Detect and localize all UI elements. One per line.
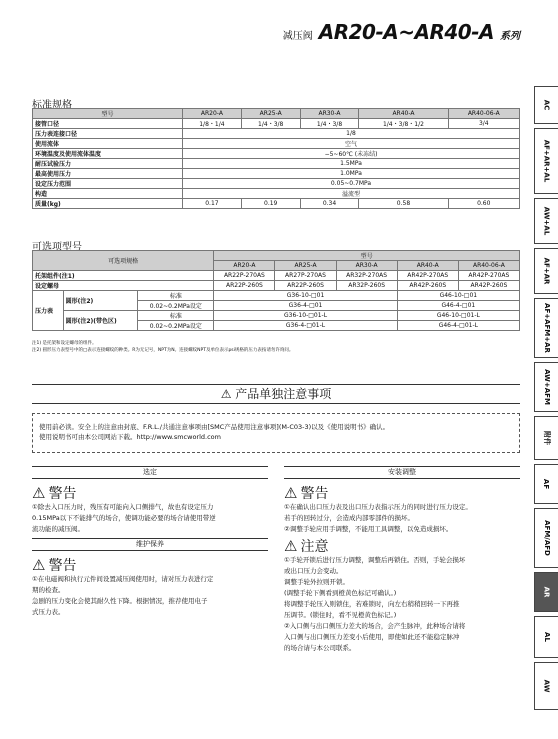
- side-tab-label: AF: [542, 478, 551, 490]
- std-row-label: 使用流体: [33, 139, 183, 149]
- sq-a2: G36-4-□01-L: [214, 321, 397, 331]
- std-model-header: AR40-06-A: [448, 109, 519, 119]
- range-label: 0.02~0.2MPa设定: [138, 301, 214, 311]
- std-row-label: 接管口径: [33, 119, 183, 129]
- selection-para: [32, 502, 268, 535]
- selection-head: 选定: [32, 466, 268, 479]
- side-tab[interactable]: [534, 616, 558, 658]
- nut-cell: AR22P-260S: [275, 281, 336, 291]
- side-tab[interactable]: [534, 362, 558, 412]
- std-label: 标准: [138, 311, 214, 321]
- std-model-header: AR40-A: [359, 109, 448, 119]
- std-row-label: 环境温度及使用流体温度: [33, 149, 183, 159]
- std-cell: 1/4・3/8: [300, 119, 359, 129]
- opt-model: AR40-06-A: [458, 261, 519, 271]
- opt-model: AR25-A: [275, 261, 336, 271]
- nut-cell: AR22P-260S: [214, 281, 275, 291]
- para-line: ①除去入口压力时，残压有可能向入口侧排气，故也有设定压力: [32, 503, 214, 511]
- warning-text: 警告: [48, 486, 77, 502]
- nut-label: 设定螺母: [33, 281, 214, 291]
- nut-cell: AR32P-260S: [336, 281, 397, 291]
- para-line: ①手轮开锁后进行压力调整，调整后再锁住。否则，手轮会损坏: [284, 556, 466, 564]
- side-tab[interactable]: [534, 508, 558, 568]
- std-cell: 1/8: [183, 129, 520, 139]
- opt-corner: 可选项规格: [33, 251, 214, 271]
- para-line: 入口侧与出口侧压力差变小后使用，即使如此还不能稳定脉冲: [284, 633, 460, 641]
- warning-triangle-icon: ⚠: [284, 537, 298, 555]
- para-line: 将调整手轮压入则锁住，若难锁时，向左右稍稍回转一下再推: [284, 600, 460, 608]
- caution-url: 使用说明书可由本公司网站下载。http://www.smcworld.com: [39, 433, 221, 441]
- bracket-cell: AR42P-270AS: [397, 271, 458, 281]
- header-series: 系列: [500, 31, 520, 42]
- std-row-label: 最高使用压力: [33, 169, 183, 179]
- side-tab-label: AW: [542, 679, 551, 693]
- gauge-label: 压力表: [33, 291, 64, 331]
- std-cell: 0.34: [300, 199, 359, 209]
- opt-model-label: 型号: [214, 251, 520, 261]
- nut-cell: AR42P-260S: [458, 281, 519, 291]
- maintenance-para: [32, 574, 268, 618]
- std-cell: 1.5MPa: [183, 159, 520, 169]
- para-line: 调整手轮外拉则开锁。: [284, 578, 349, 586]
- para-line: ①在电磁阀和执行元件间设置减压阀使用时，请对压力表进行定: [32, 575, 214, 583]
- side-tab[interactable]: [534, 416, 558, 460]
- std-cell: −5~60℃ (未冻结): [183, 149, 520, 159]
- std-model-header: AR30-A: [300, 109, 359, 119]
- para-line: 0.15MPa以下不能排气的场合，使调功能必要的场合请使用带逆: [32, 514, 216, 522]
- nut-cell: AR42P-260S: [397, 281, 458, 291]
- warning-heading: [32, 555, 76, 575]
- warning-triangle-icon: ⚠: [32, 484, 46, 502]
- side-tab[interactable]: [534, 198, 558, 244]
- std-model-header: AR25-A: [241, 109, 300, 119]
- round-label: 圆形(注2): [63, 291, 138, 311]
- std-cell: 3/4: [448, 119, 519, 129]
- para-line: 若手的回转过分，会造成内部零部件的损坏。: [284, 514, 414, 522]
- warning-triangle-icon: ⚠: [32, 556, 46, 574]
- side-tab[interactable]: [534, 464, 558, 504]
- warning-heading: [32, 483, 76, 503]
- round-b1: G46-10-□01: [397, 291, 519, 301]
- warning-text: 警告: [300, 486, 329, 502]
- footnote: 注1) 是托架和设定螺母的组件。: [32, 341, 97, 346]
- para-line: 流功能的减压阀。: [32, 525, 84, 533]
- note-text: 注意: [300, 539, 329, 555]
- install-para: [284, 502, 520, 535]
- std-row-label: 质量(kg): [33, 199, 183, 209]
- bracket-cell: AR22P-270AS: [214, 271, 275, 281]
- side-tab[interactable]: [534, 86, 558, 124]
- note-heading: [284, 536, 328, 556]
- sq-b2: G46-4-□01-L: [397, 321, 519, 331]
- maintenance-head: 维护保养: [32, 538, 268, 551]
- round-a1: G36-10-□01: [214, 291, 397, 301]
- caution-box: [32, 413, 520, 453]
- para-line: 急剧的压力变化会使其耐久性下降。根据情况，推荐使用电子: [32, 597, 208, 605]
- install-head: 安装调整: [284, 466, 520, 479]
- side-tab-label: AL: [542, 632, 551, 642]
- warning-heading: [284, 483, 328, 503]
- round-b2: G46-4-□01: [397, 301, 519, 311]
- std-row-label: 构造: [33, 189, 183, 199]
- side-tab-label: 附件: [542, 431, 551, 445]
- header-model: AR20-A~AR40-A: [318, 20, 494, 44]
- para-line: ①在确认出口压力表及出口压力表指示压力的同时进行压力设定。: [284, 503, 472, 511]
- para-line: 的场合请与本公司联系。: [284, 644, 356, 652]
- std-spec-title: 标准规格: [32, 100, 72, 111]
- para-line: (调整手轮下侧看到橙黄色标记可确认。): [284, 589, 397, 597]
- opt-model: AR20-A: [214, 261, 275, 271]
- opt-spec-table: [32, 250, 520, 331]
- side-tab[interactable]: [534, 298, 558, 358]
- std-label: 标准: [138, 291, 214, 301]
- para-line: 式压力表。: [32, 608, 65, 616]
- page-header: [283, 20, 520, 44]
- para-line: ②入口侧与出口侧压力差大的场合，会产生脉冲，此种场合请将: [284, 622, 466, 630]
- sq-b1: G46-10-□01-L: [397, 311, 519, 321]
- warning-text: 警告: [48, 558, 77, 574]
- para-line: 期的检查。: [32, 586, 65, 594]
- warning-triangle-icon: ⚠: [284, 484, 298, 502]
- range-label: 0.02~0.2MPa设定: [138, 321, 214, 331]
- bracket-label: 托架组件(注1): [33, 271, 214, 281]
- footnotes: [32, 340, 293, 354]
- sq-a1: G36-10-□01-L: [214, 311, 397, 321]
- side-tab-label: AW+AFM: [542, 369, 551, 405]
- std-row-label: 压力表连接口径: [33, 129, 183, 139]
- std-spec-table: [32, 108, 520, 209]
- side-tab-label: AF+AFM+AR: [542, 303, 551, 353]
- std-model-header: AR20-A: [183, 109, 242, 119]
- std-cell: 空气: [183, 139, 520, 149]
- para-line: 压调节。(锁住时，看不见橙黄色标记。): [284, 611, 397, 619]
- side-tab[interactable]: [534, 248, 558, 294]
- caution-title-text: 产品单独注意事项: [235, 387, 332, 401]
- std-cell: 0.60: [448, 199, 519, 209]
- side-tab-label: AF+AR+AL: [542, 139, 551, 183]
- bracket-cell: AR42P-270AS: [458, 271, 519, 281]
- std-row-label: 耐压试验压力: [33, 159, 183, 169]
- round-a2: G36-4-□01: [214, 301, 397, 311]
- footnote: 注2) 圆形压力表型号中的□表示连接螺纹的种类。R为无记号，NPT为N。连接螺纹NPT及单位表示psi规格的压力表按请勿许询问。: [32, 348, 294, 353]
- std-cell: 溢流型: [183, 189, 520, 199]
- caution-body: 使用前必读。安全上的注意由封底、F.R.L./共通注意事项由[SMC产品使用注意事项](M-C03-3)以及《使用说明书》确认。: [39, 423, 390, 431]
- opt-model: AR40-A: [397, 261, 458, 271]
- opt-model: AR30-A: [336, 261, 397, 271]
- std-corner: 型号: [33, 109, 183, 119]
- std-cell: 1.0MPa: [183, 169, 520, 179]
- adjust-para: [284, 555, 520, 654]
- std-cell: 1/4・3/8・1/2: [359, 119, 448, 129]
- side-tab-label: AF+AR: [542, 257, 551, 285]
- para-line: ②调整手轮应用手调整，不能用工具调整，以免造成损坏。: [284, 525, 453, 533]
- square-label: 圆形(注2)(带色区): [63, 311, 138, 331]
- std-cell: 0.19: [241, 199, 300, 209]
- bracket-cell: AR32P-270AS: [336, 271, 397, 281]
- bracket-cell: AR27P-270AS: [275, 271, 336, 281]
- side-tab[interactable]: [534, 572, 558, 612]
- side-tab-label: AW+AL: [542, 206, 551, 236]
- para-line: 或出口压力会变动。: [284, 567, 343, 575]
- warning-triangle-icon: ⚠: [220, 387, 232, 401]
- side-tab-label: AFM/AFD: [542, 520, 551, 556]
- side-tab[interactable]: [534, 128, 558, 194]
- side-tab[interactable]: [534, 662, 558, 710]
- std-cell: 1/4・3/8: [241, 119, 300, 129]
- std-cell: 0.58: [359, 199, 448, 209]
- std-cell: 1/8・1/4: [183, 119, 242, 129]
- opt-spec-title: 可选项型号: [32, 242, 82, 253]
- side-tab-label: AR: [542, 586, 551, 598]
- std-cell: 0.05~0.7MPa: [183, 179, 520, 189]
- side-tab-label: AC: [542, 99, 551, 111]
- header-subtitle: 减压阀: [282, 31, 313, 42]
- std-cell: 0.17: [183, 199, 242, 209]
- std-row-label: 设定压力范围: [33, 179, 183, 189]
- caution-title: [32, 384, 520, 404]
